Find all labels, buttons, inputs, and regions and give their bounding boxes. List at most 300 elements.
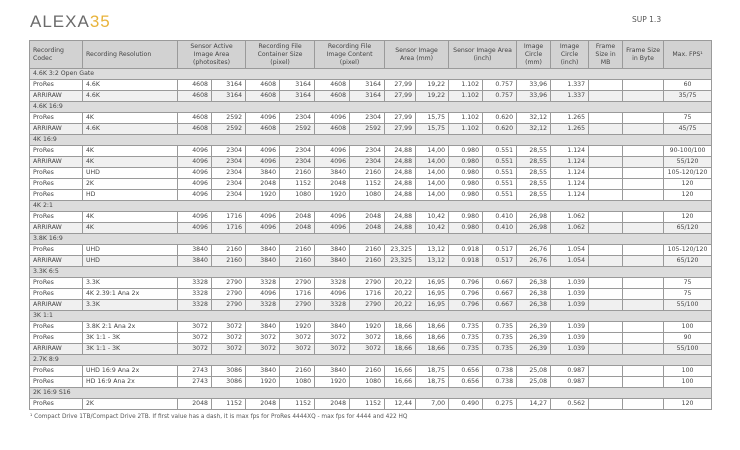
table-row [30,146,712,157]
alexa-35-logo: ALEXA35 [30,12,111,31]
table-cell: 1.039 [551,300,589,311]
table-cell: 3328 [246,300,280,311]
table-cell: 3164 [212,80,246,91]
table-cell: 14,00 [416,179,449,190]
table-cell: 18,66 [385,333,416,344]
table-cell: 4096 [315,289,350,300]
table-cell: 27,99 [385,124,416,135]
table-cell: 2160 [212,245,246,256]
table-cell: 2160 [212,256,246,267]
table-cell: 18,66 [385,344,416,355]
table-cell [623,344,664,355]
table-row [30,80,712,91]
table-row [30,377,712,388]
table-cell [589,212,623,223]
table-cell: 20,22 [385,300,416,311]
table-cell: 0.796 [449,278,483,289]
table-cell: 26,98 [517,223,551,234]
table-cell: 3164 [212,91,246,102]
table-cell: 60 [664,80,712,91]
table-cell: 1.039 [551,278,589,289]
table-cell: 2K [83,399,178,410]
table-cell: 1.337 [551,80,589,91]
table-cell: 18,75 [416,366,449,377]
table-row [30,289,712,300]
table-cell: 2048 [315,179,350,190]
table-row [30,212,712,223]
table-cell: 2K [83,179,178,190]
table-cell: 26,38 [517,278,551,289]
table-cell: 1.039 [551,289,589,300]
table-cell: 4096 [178,179,212,190]
table-cell: 3840 [246,168,280,179]
table-cell: 2304 [212,168,246,179]
table-cell: 0.656 [449,377,483,388]
table-cell [589,366,623,377]
table-cell: 0.757 [483,80,517,91]
header-row [30,41,712,69]
table-cell: 1.039 [551,333,589,344]
table-cell: 3072 [350,333,385,344]
table-row [30,256,712,267]
table-cell: 1.054 [551,245,589,256]
header-codec: Recording Codec [30,41,83,69]
table-cell: 1.124 [551,157,589,168]
table-cell: 27,99 [385,91,416,102]
recording-formats-table [29,40,712,410]
table-cell: 0.918 [449,245,483,256]
table-cell: 19,22 [416,80,449,91]
table-cell: 1152 [212,399,246,410]
table-cell: 4608 [178,124,212,135]
table-cell: 2160 [350,366,385,377]
table-cell: 0.667 [483,289,517,300]
table-cell: 1.102 [449,113,483,124]
table-cell: 0.410 [483,223,517,234]
table-cell: 3072 [212,344,246,355]
table-row [30,91,712,102]
table-row [30,124,712,135]
table-row [30,190,712,201]
table-cell: 100 [664,366,712,377]
table-cell: 4608 [315,80,350,91]
table-cell: 1.039 [551,322,589,333]
table-cell: 0.980 [449,179,483,190]
table-cell: 3164 [350,80,385,91]
table-cell: ARRIRAW [30,256,83,267]
table-cell [623,157,664,168]
table-cell: 4096 [315,157,350,168]
table-cell: 0.667 [483,300,517,311]
table-cell: 0.551 [483,190,517,201]
table-cell: 4096 [315,146,350,157]
table-cell: 3840 [246,366,280,377]
table-cell: 3K 1:1 - 3K [83,344,178,355]
group-row [30,311,712,322]
table-cell: 14,00 [416,146,449,157]
table-cell: 2592 [280,124,315,135]
table-cell [623,377,664,388]
table-cell: 1920 [246,377,280,388]
table-cell: 0.562 [551,399,589,410]
table-cell [623,168,664,179]
table-cell: ARRIRAW [30,300,83,311]
table-cell: 4K [83,212,178,223]
table-cell: 3.3K [83,278,178,289]
header-image-content: Recording File Image Content (pixel) [315,41,385,69]
table-cell [589,113,623,124]
table-row [30,113,712,124]
table-cell [589,146,623,157]
table-cell: 4.6K [83,124,178,135]
table-cell: 2048 [246,399,280,410]
table-cell: 14,00 [416,190,449,201]
table-cell: 33,96 [517,80,551,91]
table-cell: 2160 [280,168,315,179]
group-row [30,267,712,278]
table-cell: 0.735 [449,322,483,333]
table-cell: 10,42 [416,212,449,223]
table-cell: 2304 [350,146,385,157]
table-cell: 18,75 [416,377,449,388]
table-cell: ARRIRAW [30,157,83,168]
table-cell: 4096 [315,113,350,124]
table-cell: ProRes [30,366,83,377]
table-cell: ProRes [30,212,83,223]
table-cell: 3086 [212,377,246,388]
table-cell [623,300,664,311]
table-cell: ARRIRAW [30,223,83,234]
table-row [30,322,712,333]
table-cell: 26,38 [517,300,551,311]
table-cell: 1.337 [551,91,589,102]
group-label: 2.7K 8:9 [30,355,712,366]
table-cell: 24,88 [385,168,416,179]
table-cell: 0.490 [449,399,483,410]
table-cell: 2592 [212,113,246,124]
table-cell: 25,08 [517,366,551,377]
table-cell: 4096 [315,223,350,234]
table-cell: 27,99 [385,80,416,91]
table-cell: 18,66 [416,333,449,344]
table-cell [623,212,664,223]
table-cell: 4096 [178,146,212,157]
table-cell: 18,66 [416,344,449,355]
table-cell: 3072 [178,344,212,355]
table-cell: 2048 [315,399,350,410]
table-cell: 2790 [212,300,246,311]
table-cell: 4096 [246,289,280,300]
table-cell [589,190,623,201]
table-cell: 15,75 [416,113,449,124]
table-cell: 105-120/120 [664,168,712,179]
table-cell: UHD [83,256,178,267]
table-cell: 0.980 [449,168,483,179]
table-cell: 3072 [178,333,212,344]
table-cell: 1920 [350,322,385,333]
table-cell: 3072 [212,333,246,344]
table-cell [589,168,623,179]
table-cell: 0.980 [449,212,483,223]
table-row [30,168,712,179]
table-cell: 2048 [246,179,280,190]
table-cell [589,278,623,289]
table-row [30,157,712,168]
group-label: 4.6K 16:9 [30,102,712,113]
table-cell: 3840 [315,168,350,179]
table-cell: 7,00 [416,399,449,410]
table-cell: 0.551 [483,179,517,190]
table-cell: 2304 [212,179,246,190]
table-cell: 28,55 [517,179,551,190]
table-cell: 1.054 [551,256,589,267]
table-cell: 0.980 [449,157,483,168]
table-cell: 0.735 [483,344,517,355]
table-cell: 32,12 [517,113,551,124]
group-row [30,102,712,113]
table-cell: 12,44 [385,399,416,410]
table-cell: 2592 [350,124,385,135]
table-cell: ProRes [30,322,83,333]
table-cell: 4096 [315,212,350,223]
table-cell: 1.265 [551,124,589,135]
table-cell: ProRes [30,168,83,179]
table-cell: 24,88 [385,223,416,234]
table-cell: 3K 1:1 - 3K [83,333,178,344]
table-cell: 1080 [350,190,385,201]
table-cell: 26,76 [517,256,551,267]
table-cell [623,245,664,256]
table-cell: 27,99 [385,113,416,124]
table-cell: 13,12 [416,245,449,256]
table-cell: 1.062 [551,223,589,234]
table-cell: 24,88 [385,157,416,168]
table-cell [589,333,623,344]
table-cell: 3840 [246,256,280,267]
table-cell: 4.6K [83,80,178,91]
table-cell: 2790 [280,300,315,311]
table-cell: 4608 [178,91,212,102]
group-row [30,135,712,146]
header-resolution: Recording Resolution [83,41,178,69]
table-cell [589,399,623,410]
table-cell: 18,66 [416,322,449,333]
table-cell: 24,88 [385,146,416,157]
header-sensor-area-inch: Sensor Image Area (inch) [449,41,517,69]
group-label: 4K 16:9 [30,135,712,146]
table-cell: ProRes [30,80,83,91]
table-cell: 1716 [280,289,315,300]
table-cell [589,322,623,333]
table-cell: 3840 [315,256,350,267]
table-cell: 65/120 [664,256,712,267]
table-cell: 55/100 [664,300,712,311]
group-row [30,234,712,245]
table-cell: 1.124 [551,190,589,201]
table-cell: 16,95 [416,289,449,300]
table-row [30,179,712,190]
table-row [30,223,712,234]
table-cell: 3840 [315,366,350,377]
table-cell: 0.735 [449,344,483,355]
table-cell: 28,55 [517,157,551,168]
table-cell: 1152 [280,399,315,410]
table-cell: 3086 [212,366,246,377]
table-cell: 3072 [246,333,280,344]
table-cell: ProRes [30,377,83,388]
table-cell: 2743 [178,377,212,388]
table-cell: 0.735 [483,322,517,333]
table-cell [589,91,623,102]
table-cell: 1716 [212,223,246,234]
table-cell: UHD [83,168,178,179]
table-cell: 0.551 [483,157,517,168]
table-cell: 2160 [350,245,385,256]
table-cell: 1716 [350,289,385,300]
table-cell: 2160 [280,245,315,256]
table-cell: 2304 [280,157,315,168]
group-label: 3.8K 16:9 [30,234,712,245]
table-cell: 75 [664,289,712,300]
table-cell: 1.102 [449,91,483,102]
table-cell: 2048 [280,223,315,234]
table-cell: 2790 [280,278,315,289]
table-cell: 2048 [350,212,385,223]
group-label: 4.6K 3:2 Open Gate [30,69,712,80]
header-sensor-area-mm: Sensor Image Area (mm) [385,41,449,69]
table-cell: 1920 [280,322,315,333]
table-cell: 4608 [246,80,280,91]
table-cell: 3328 [246,278,280,289]
table-cell: 4096 [178,157,212,168]
table-cell: 4096 [246,212,280,223]
table-cell: 26,38 [517,289,551,300]
table-cell: 1080 [280,377,315,388]
table-cell: 4608 [178,80,212,91]
header-frame-size-byte: Frame Size in Byte [623,41,664,69]
table-cell: 16,95 [416,278,449,289]
table-cell: 3164 [280,80,315,91]
table-cell: ARRIRAW [30,124,83,135]
table-cell [589,179,623,190]
table-cell: 2160 [350,168,385,179]
table-cell [589,289,623,300]
table-cell: 25,08 [517,377,551,388]
table-cell: 4096 [178,190,212,201]
table-cell: 3164 [280,91,315,102]
table-cell: 14,00 [416,157,449,168]
table-cell: 2304 [280,146,315,157]
table-cell: 1.102 [449,124,483,135]
table-cell: 2160 [350,256,385,267]
table-cell: 0.987 [551,366,589,377]
table-cell: 1080 [280,190,315,201]
table-cell: 1.102 [449,80,483,91]
table-cell: 3328 [178,300,212,311]
table-cell: 24,88 [385,179,416,190]
table-cell: 26,98 [517,212,551,223]
table-cell: 4096 [178,168,212,179]
table-cell [589,223,623,234]
table-cell: 4608 [178,113,212,124]
table-cell: 16,66 [385,366,416,377]
table-cell: 2790 [212,278,246,289]
table-cell [623,190,664,201]
table-cell: 4608 [246,124,280,135]
table-row [30,245,712,256]
group-label: 3.3K 6:5 [30,267,712,278]
table-cell: 4K 2.39:1 Ana 2x [83,289,178,300]
header-frame-size-mb: Frame Size in MB [589,41,623,69]
table-cell: 18,66 [385,322,416,333]
table-cell: 0.738 [483,366,517,377]
table-cell: 3840 [315,322,350,333]
table-cell [623,146,664,157]
table-cell: 28,55 [517,190,551,201]
table-cell [623,289,664,300]
table-cell: 3840 [246,245,280,256]
table-cell: 0.551 [483,168,517,179]
table-cell: 0.796 [449,300,483,311]
table-row [30,399,712,410]
table-cell: 3840 [178,245,212,256]
table-cell: 20,22 [385,289,416,300]
table-row [30,366,712,377]
table-cell: 3072 [350,344,385,355]
table-cell: 0.517 [483,245,517,256]
table-cell: 1920 [315,190,350,201]
table-cell: 2743 [178,366,212,377]
group-label: 2K 16:9 S16 [30,388,712,399]
table-cell: 100 [664,377,712,388]
table-cell: 2304 [212,190,246,201]
table-cell: 3328 [178,278,212,289]
table-cell: 0.517 [483,256,517,267]
table-cell: 2304 [280,113,315,124]
group-row [30,388,712,399]
table-cell: 3.8K 2:1 Ana 2x [83,322,178,333]
group-row [30,69,712,80]
table-cell [623,322,664,333]
table-cell: 15,75 [416,124,449,135]
table-cell: UHD [83,245,178,256]
table-cell: 2790 [350,300,385,311]
table-cell: 3072 [178,322,212,333]
table-cell: 2048 [280,212,315,223]
table-cell [589,124,623,135]
table-cell: 33,96 [517,91,551,102]
table-cell: 24,88 [385,190,416,201]
table-cell: 1.039 [551,344,589,355]
table-cell: 4096 [246,113,280,124]
table-cell: 4096 [246,146,280,157]
table-cell: 0.551 [483,146,517,157]
table-cell: 4K [83,113,178,124]
group-row [30,355,712,366]
table-cell: 0.738 [483,377,517,388]
table-cell: 120 [664,190,712,201]
table-cell: 0.980 [449,190,483,201]
table-cell: 28,55 [517,146,551,157]
table-cell: 120 [664,179,712,190]
table-cell: ProRes [30,289,83,300]
table-cell: 3840 [178,256,212,267]
table-row [30,278,712,289]
table-cell: 120 [664,212,712,223]
table-cell: 2048 [350,223,385,234]
table-cell: 3072 [315,333,350,344]
table-cell [623,223,664,234]
